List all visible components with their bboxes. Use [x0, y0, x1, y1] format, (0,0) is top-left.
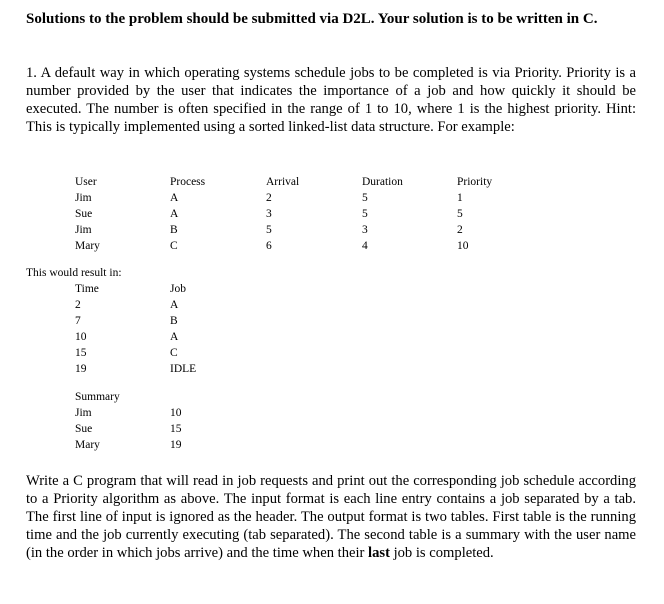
- table-cell: 10: [75, 331, 87, 343]
- column-header: Process: [170, 176, 206, 188]
- table-cell: 3: [266, 208, 272, 220]
- table-cell: Mary: [75, 240, 100, 252]
- table-cell: 3: [362, 224, 368, 236]
- table-cell: 2: [266, 192, 272, 204]
- table-cell: IDLE: [170, 363, 197, 375]
- arrival-column: [266, 174, 299, 254]
- problem-description: 1. A default way in which operating systems schedule jobs to be completed is via Priority. Priority is a number provided by the user that indicates the importance of a job and how quickly it should be executed. The number is often specified in the range of 1 to 10, where 1 is the highest priority. Hint: This is typically implemented using a sorted linked-list data structure. For example:: [26, 65, 636, 135]
- table-cell: A: [170, 331, 179, 343]
- process-column: [170, 174, 205, 254]
- table-cell: 2: [457, 224, 463, 236]
- table-cell: Sue: [75, 423, 93, 435]
- emphasis-last: last: [368, 545, 390, 561]
- table-cell: 15: [75, 347, 87, 359]
- column-header: Job: [170, 283, 186, 295]
- table-cell: 6: [266, 240, 272, 252]
- table-cell: 19: [170, 439, 182, 451]
- table-cell: 15: [170, 423, 182, 435]
- table-cell: Mary: [75, 439, 100, 451]
- result-label: This would result in:: [26, 267, 122, 279]
- table-cell: 10: [457, 240, 469, 252]
- time-column: [75, 281, 99, 377]
- summary-header: Summary: [75, 391, 120, 403]
- table-cell: 2: [75, 299, 81, 311]
- table-cell: 5: [362, 192, 368, 204]
- table-cell: A: [170, 299, 179, 311]
- table-cell: Jim: [75, 224, 92, 236]
- table-cell: 5: [362, 208, 368, 220]
- table-cell: 5: [457, 208, 463, 220]
- summary-time-column: [170, 405, 182, 453]
- table-cell: 7: [75, 315, 81, 327]
- table-cell: 10: [170, 407, 182, 419]
- table-cell: Jim: [75, 192, 92, 204]
- table-cell: B: [170, 315, 178, 327]
- priority-column: [457, 174, 492, 254]
- table-cell: Jim: [75, 407, 92, 419]
- column-header: Duration: [362, 176, 403, 188]
- table-cell: 4: [362, 240, 368, 252]
- table-cell: A: [170, 208, 179, 220]
- requirements-text: Write a C program that will read in job requests and print out the corresponding job schedule according to a Priority algorithm as above. The input format is each line entry contains a job separated by a tab. The first line of input is ignored as the header. The output format is two tables. First table is the running time and the job currently executing (tab separated). The second table is a summary with the user name (in the order in which jobs arrive) and the time when their: [26, 473, 636, 561]
- requirements-text-end: job is completed.: [389, 545, 494, 561]
- table-cell: 5: [266, 224, 272, 236]
- table-cell: A: [170, 192, 179, 204]
- table-cell: C: [170, 347, 178, 359]
- assignment-heading: Solutions to the problem should be submitted via D2L. Your solution is to be written in C.: [26, 11, 598, 27]
- duration-column: [362, 174, 403, 254]
- user-column: [75, 174, 100, 254]
- summary-user-column: [75, 389, 120, 453]
- column-header: Time: [75, 283, 99, 295]
- table-cell: B: [170, 224, 178, 236]
- program-requirements: [26, 472, 636, 562]
- job-column: [170, 281, 196, 377]
- table-cell: 1: [457, 192, 463, 204]
- column-header: Arrival: [266, 176, 300, 188]
- column-header: Priority: [457, 176, 493, 188]
- table-cell: C: [170, 240, 178, 252]
- column-header: User: [75, 176, 97, 188]
- table-cell: 19: [75, 363, 87, 375]
- table-cell: Sue: [75, 208, 93, 220]
